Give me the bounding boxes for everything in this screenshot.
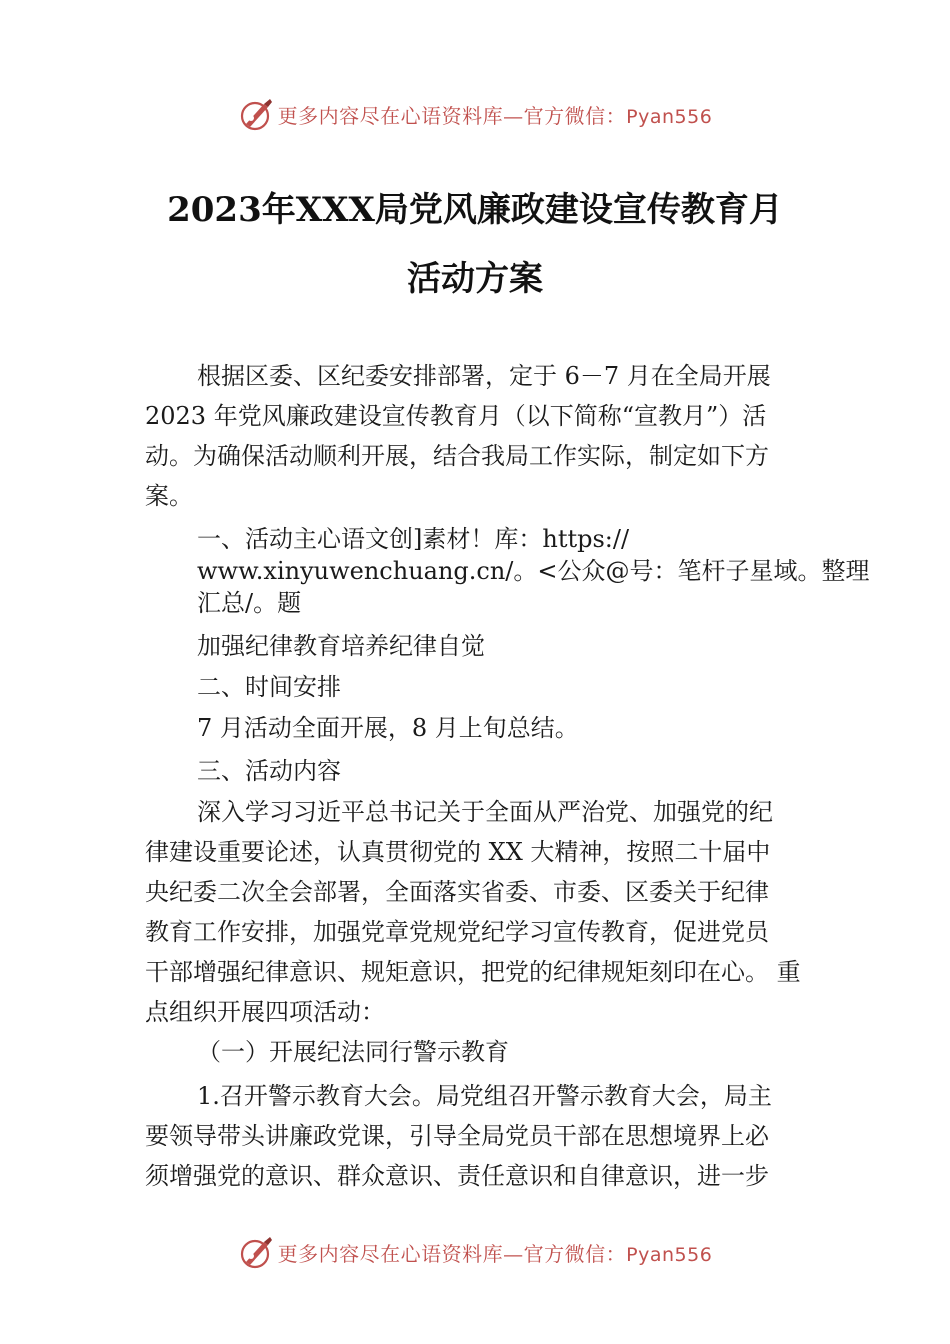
text-line: 深入学习习近平总书记关于全面从严治党、加强党的纪	[197, 798, 773, 826]
text-line: 1.召开警示教育大会。局党组召开警示教育大会，局主	[197, 1082, 772, 1110]
pen-logo-icon	[238, 96, 274, 132]
text-line: 2023 年党风廉政建设宣传教育月（以下简称“宣教月”）活	[145, 402, 767, 430]
item-1-paragraph	[145, 1076, 825, 1196]
section-2-body: 7 月活动全面开展，8 月上旬总结。	[197, 714, 579, 742]
text-line: 一、活动主心语文创]素材！库：https://	[197, 525, 630, 553]
text-line: 干部增强纪律意识、规矩意识，把党的纪律规矩刻印在心。 重	[145, 958, 801, 986]
text-line: www.xinyuwenchuang.cn/。<公众@号：笔杆子星域。整理	[197, 557, 870, 585]
section-3-paragraph	[145, 792, 825, 1032]
text-line: 根据区委、区纪委安排部署，定于 6－7 月在全局开展	[197, 362, 771, 390]
text-line: 律建设重要论述，认真贯彻党的 XX 大精神，按照二十届中	[145, 838, 771, 866]
banner-account: Pyan556	[626, 105, 713, 128]
document-title-line-1: 2023年XXX局党风廉政建设宣传教育月	[167, 190, 783, 230]
intro-paragraph	[145, 356, 825, 516]
banner-account: Pyan556	[626, 1243, 713, 1266]
text-line: 要领导带头讲廉政党课，引导全局党员干部在思想境界上必	[145, 1122, 769, 1150]
subsection-1-heading: （一）开展纪法同行警示教育	[197, 1038, 509, 1066]
pen-logo-icon	[238, 1234, 274, 1270]
text-line: 须增强党的意识、群众意识、责任意识和自律意识，进一步	[145, 1162, 769, 1190]
text-line: 动。为确保活动顺利开展，结合我局工作实际，制定如下方	[145, 442, 769, 470]
document-title-line-2: 活动方案	[407, 259, 543, 299]
section-1-theme: 加强纪律教育培养纪律自觉	[197, 632, 485, 660]
header-watermark-banner	[0, 94, 950, 134]
section-1-heading	[197, 523, 870, 619]
text-line: 点组织开展四项活动：	[145, 998, 385, 1026]
footer-watermark-banner	[0, 1232, 950, 1272]
text-line: 央纪委二次全会部署，全面落实省委、市委、区委关于纪律	[145, 878, 769, 906]
banner-text: 更多内容尽在心语资料库—官方微信：	[277, 1241, 627, 1266]
banner-text: 更多内容尽在心语资料库—官方微信：	[277, 103, 627, 128]
section-3-heading: 三、活动内容	[197, 757, 341, 785]
text-line: 教育工作安排，加强党章党规党纪学习宣传教育，促进党员	[145, 918, 769, 946]
section-2-heading: 二、时间安排	[197, 673, 341, 701]
text-line: 汇总/。题	[197, 589, 302, 617]
text-line: 案。	[145, 482, 193, 510]
